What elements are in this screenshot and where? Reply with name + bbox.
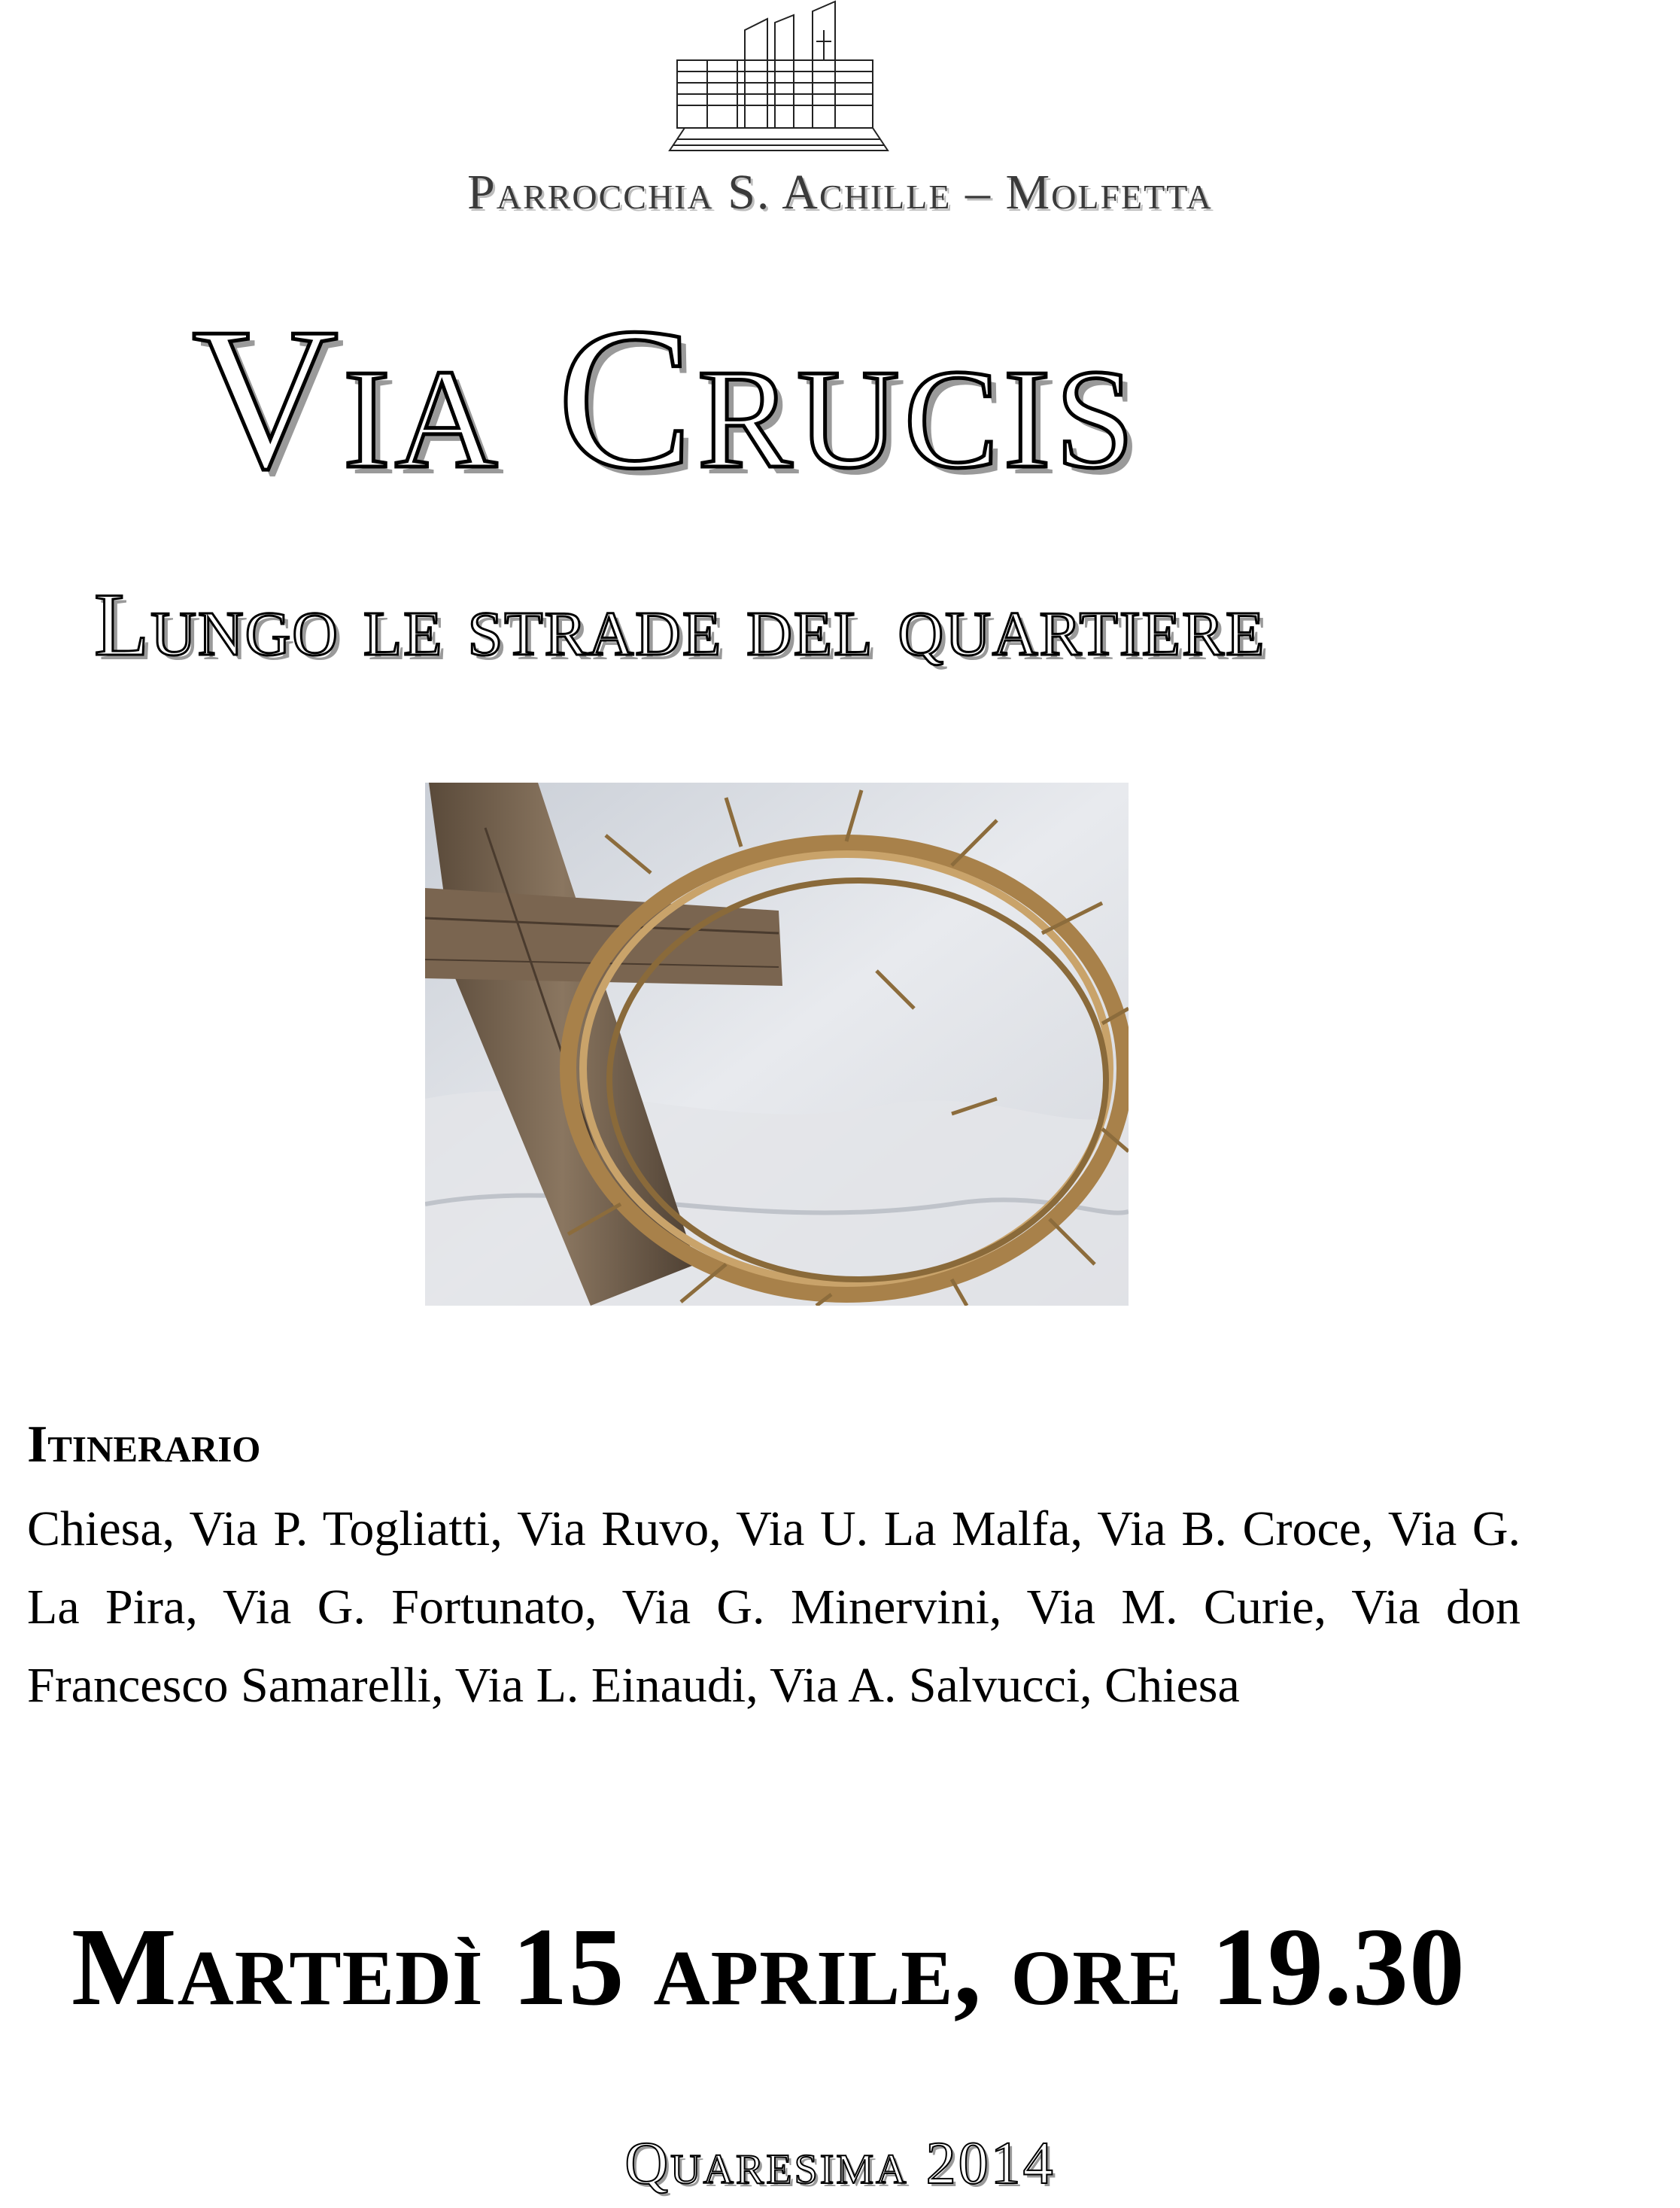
page-title: Via Crucis [192, 286, 1139, 511]
event-date: Martedì 15 aprile, ore 19.30 [71, 1905, 1466, 2029]
itinerary-text: Chiesa, Via P. Togliatti, Via Ruvo, Via U. La Malfa, Via B. Croce, Via G. La Pira, Via G. Fortunato, Via G. Minervini, Via M. Curie, Via don Francesco Samarelli, Via L. Einaudi, Via A. Salvucci, Chiesa [27, 1501, 1521, 1713]
church-logo-icon [662, 0, 903, 158]
page-subtitle: Lungo le strade del quartiere [94, 574, 1266, 674]
itinerary-heading: Itinerario [27, 1416, 261, 1474]
season-label: Quaresima 2014 [624, 2130, 1056, 2197]
cross-and-crown-of-thorns-photo [425, 783, 1129, 1306]
parish-name: Parrocchia S. Achille – Molfetta [467, 165, 1213, 220]
